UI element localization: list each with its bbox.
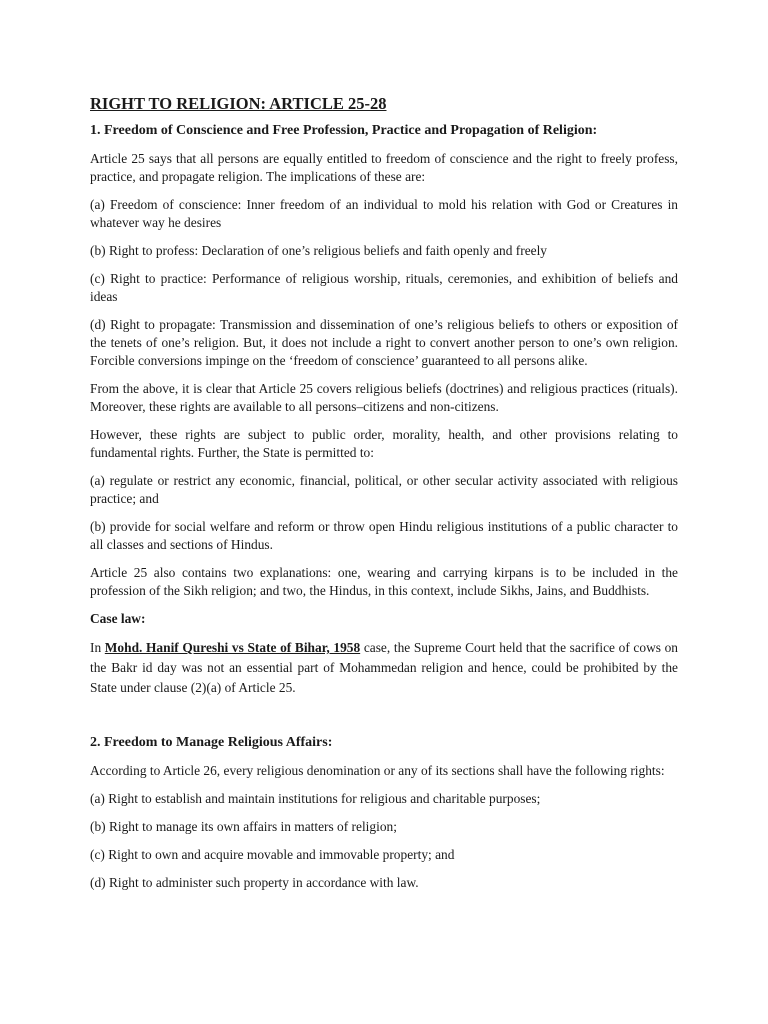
implication-item: (a) Freedom of conscience: Inner freedom of an individual to mold his relation with God or Creatures in whatever way he desires	[90, 197, 678, 230]
section-1-heading: 1. Freedom of Conscience and Free Profession, Practice and Propagation of Religion:	[90, 123, 598, 138]
subject-paragraph: However, these rights are subject to public order, morality, health, and other provisions relating to fundamental rights. Further, the State is permitted to:	[90, 427, 678, 460]
case-law-label: Case law:	[90, 611, 146, 626]
denomination-right-item: (d) Right to administer such property in accordance with law.	[90, 875, 419, 890]
section-2-heading: 2. Freedom to Manage Religious Affairs:	[90, 735, 333, 750]
state-permission-item: (a) regulate or restrict any economic, financial, political, or other secular activity associated with religious practice; and	[90, 473, 678, 506]
section-1-intro: Article 25 says that all persons are equally entitled to freedom of conscience and the right to freely profess, practice, and propagate religion. The implications of these are:	[90, 151, 678, 184]
explanations-paragraph: Article 25 also contains two explanations: one, wearing and carrying kirpans is to be included in the profession of the Sikh religion; and two, the Hindus, in this context, include Sikhs, Jains, and Buddhists.	[90, 565, 678, 598]
denomination-right-item: (b) Right to manage its own affairs in matters of religion;	[90, 819, 397, 834]
document-title: RIGHT TO RELIGION: ARTICLE 25-28	[90, 94, 387, 113]
case-prefix: In	[90, 640, 105, 655]
document-body	[90, 94, 678, 902]
implication-item: (c) Right to practice: Performance of religious worship, rituals, ceremonies, and exhibition of beliefs and ideas	[90, 271, 678, 304]
case-name: Mohd. Hanif Qureshi vs State of Bihar, 1958	[104, 640, 361, 655]
denomination-right-item: (a) Right to establish and maintain institutions for religious and charitable purposes;	[90, 791, 541, 806]
section-spacer	[90, 708, 678, 734]
case-law-paragraph	[90, 638, 678, 698]
covers-paragraph: From the above, it is clear that Article 25 covers religious beliefs (doctrines) and religious practices (rituals). Moreover, these rights are available to all persons–citizens and non-citizens.	[90, 381, 678, 414]
case-description: case, the Supreme Court held that the sacrifice of cows on the Bakr id day was not an essential part of Mohammedan religion and hence, could be prohibited by the State under clause (2)(a) of Article 25.	[90, 640, 678, 695]
denomination-right-item: (c) Right to own and acquire movable and immovable property; and	[90, 847, 455, 862]
implication-item: (b) Right to profess: Declaration of one’s religious beliefs and faith openly and freely	[90, 243, 548, 258]
implication-item: (d) Right to propagate: Transmission and dissemination of one’s religious beliefs to others or exposition of the tenets of one’s religion. But, it does not include a right to convert another person to one’s own religion. Forcible conversions impinge on the ‘freedom of conscience’ guaranteed to all persons alike.	[90, 317, 678, 368]
section-2-intro: According to Article 26, every religious denomination or any of its sections shall have the following rights:	[90, 763, 665, 778]
state-permission-item: (b) provide for social welfare and reform or throw open Hindu religious institutions of a public character to all classes and sections of Hindus.	[90, 519, 678, 552]
